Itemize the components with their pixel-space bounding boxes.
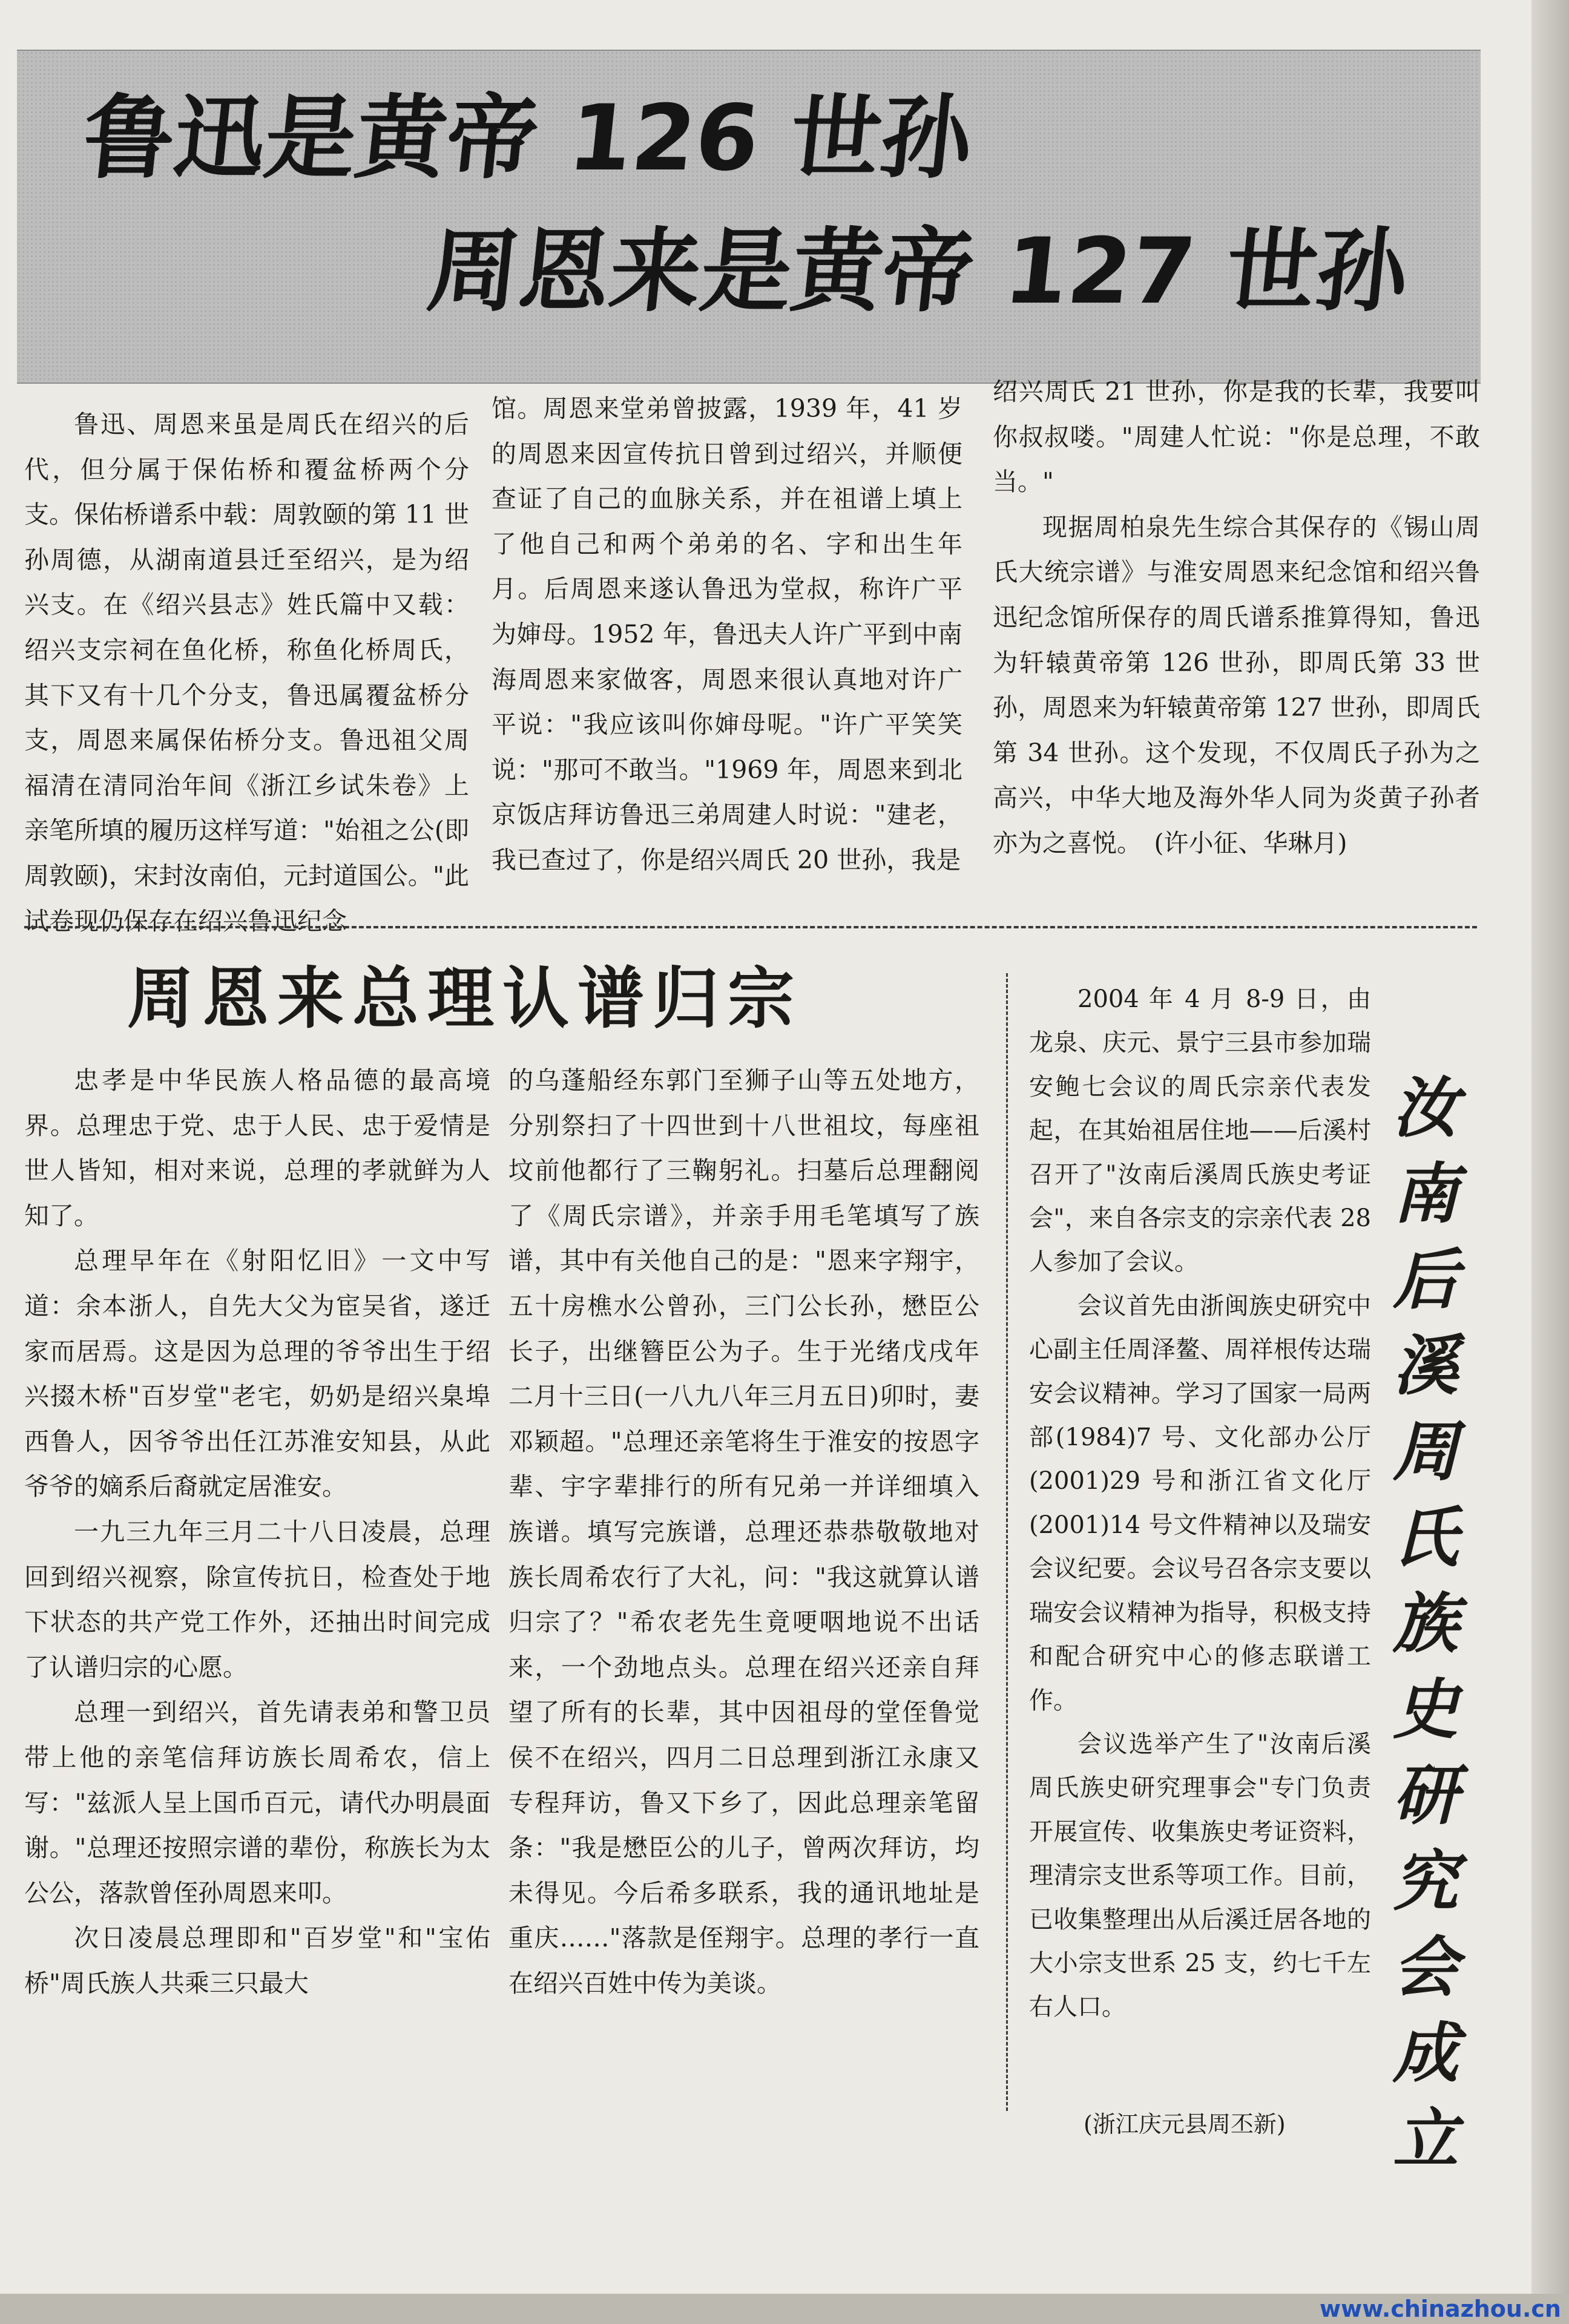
headline-line-1: 鲁迅是黄帝 126 世孙 — [77, 86, 978, 191]
article2-col1-paragraph-1: 忠孝是中华民族人格品德的最高境界。总理忠于党、忠于人民、忠于爱情是世人皆知，相对来说，总理的孝就鲜为人知了。 — [24, 1066, 490, 1230]
article2-col1-paragraph-5: 次日凌晨总理即和"百岁堂"和"宝佑桥"周氏族人共乘三只最大 — [24, 1923, 490, 1998]
article1-col3-paragraph-2: 现据周柏泉先生综合其保存的《锡山周氏大统宗谱》与淮安周恩来纪念馆和绍兴鲁迅纪念馆所保存的周氏谱系推算得知，鲁迅为轩辕黄帝第 126 世孙，即周氏第 33 世孙，周恩来为轩辕黄帝第 127 世孙，即周氏第 34 世孙。这个发现，不仅周氏子孙为之高兴，中华大地及海外华人同为炎黄子孙者亦为之喜悦。 (许小征、华琳月) — [993, 512, 1480, 858]
article1-col1-paragraph: 鲁迅、周恩来虽是周氏在绍兴的后代，但分属于保佑桥和覆盆桥两个分支。保佑桥谱系中载：周敦颐的第 11 世孙周德，从湖南道县迁至绍兴，是为绍兴支。在《绍兴县志》姓氏篇中又载：绍兴支宗祠在鱼化桥，称鱼化桥周氏，其下又有十几个分支，鲁迅属覆盆桥分支，周恩来属保佑桥分支。鲁迅祖父周福清在清同治年间《浙江乡试朱卷》上亲笔所填的履历这样写道："始祖之公(即周敦颐)，宋封汝南伯，元封道国公。"此试卷现仍保存在绍兴鲁迅纪念 — [24, 410, 469, 936]
headline-banner — [17, 50, 1481, 384]
article1-column-2 — [492, 386, 962, 883]
article2-column-1 — [24, 1058, 490, 2006]
page-edge-right — [1531, 0, 1569, 2324]
article2-col1-paragraph-4: 总理一到绍兴，首先请表弟和警卫员带上他的亲笔信拜访族长周希农，信上写："兹派人呈上国币百元，请代办明晨面谢。"总理还按照宗谱的辈份，称族长为太公公，落款曾侄孙周恩来叩。 — [24, 1698, 490, 1908]
article2-col1-paragraph-3: 一九三九年三月二十八日凌晨，总理回到绍兴视察，除宣传抗日，检查处于地下状态的共产党工作外，还抽出时间完成了认谱归宗的心愿。 — [24, 1517, 490, 1682]
site-watermark: www.chinazhou.cn — [1320, 2296, 1561, 2322]
article1-column-3 — [993, 369, 1480, 866]
article2-title: 周恩来总理认谱归宗 — [127, 959, 803, 1037]
article2-col2-paragraph: 的乌蓬船经东郭门至狮子山等五处地方，分别祭扫了十四世到十八世祖坟，每座祖坟前他都行了三鞠躬礼。扫墓后总理翻阅了《周氏宗谱》，并亲手用毛笔填写了族谱，其中有关他自己的是："恩来字翔宇，五十房樵水公曾孙，三门公长孙，懋臣公长子，出继簪臣公为子。生于光绪戊戌年二月十三日(一八九八年三月五日)卯时，妻邓颖超。"总理还亲笔将生于淮安的按恩字辈、宇字辈排行的所有兄弟一并详细填入族谱。填写完族谱，总理还恭恭敬敬地对族长周希农行了大礼，问："我这就算认谱归宗了？"希农老先生竟哽咽地说不出话来，一个劲地点头。总理在绍兴还亲自拜望了所有的长辈，其中因祖母的堂侄鲁觉侯不在绍兴，四月二日总理到浙江永康又专程拜访，鲁又下乡了，因此总理亲笔留条："我是懋臣公的儿子，曾两次拜访，均未得见。今后希多联系，我的通讯地址是重庆……"落款是侄翔宇。总理的孝行一直在绍兴百姓中传为美谈。 — [508, 1066, 979, 1998]
column-divider — [1006, 973, 1008, 2111]
article1-column-1 — [24, 402, 469, 944]
article3-column — [1029, 977, 1371, 2029]
article3-paragraph-1: 2004 年 4 月 8-9 日，由龙泉、庆元、景宁三县市参加瑞安鲍七会议的周氏宗亲代表发起，在其始祖居住地——后溪村召开了"汝南后溪周氏族史考证会"，来自各宗支的宗亲代表 28 人参加了会议。 — [1029, 985, 1371, 1276]
article2-column-2 — [508, 1058, 979, 2006]
article3-paragraph-3: 会议选举产生了"汝南后溪周氏族史研究理事会"专门负责开展宣传、收集族史考证资料，理清宗支世系等项工作。目前，已收集整理出从后溪迁居各地的大小宗支世系 25 支，约七千左右人口。 — [1029, 1730, 1371, 2021]
article1-col3-paragraph-1: 绍兴周氏 21 世孙，你是我的长辈，我要叫你叔叔喽。"周建人忙说："你是总理，不敢当。" — [993, 377, 1480, 497]
article3-paragraph-2: 会议首先由浙闽族史研究中心副主任周泽鳌、周祥根传达瑞安会议精神。学习了国家一局两部(1984)7 号、文化部办公厅(2001)29 号和浙江省文化厅(2001)14 号文件精神以及瑞安会议纪要。会议号召各宗支要以瑞安会议精神为指导，积极支持和配合研究中心的修志联谱工作。 — [1029, 1292, 1371, 1715]
headline-line-2: 周恩来是黄帝 127 世孙 — [423, 219, 1413, 324]
article3-byline: (浙江庆元县周丕新) — [1084, 2111, 1286, 2138]
article2-col1-paragraph-2: 总理早年在《射阳忆旧》一文中写道：余本浙人，自先大父为宦吴省，遂迁家而居焉。这是因为总理的爷爷出生于绍兴掇木桥"百岁堂"老宅，奶奶是绍兴臬埠西鲁人，因爷爷出任江苏淮安知县，从此爷爷的嫡系后裔就定居淮安。 — [24, 1246, 490, 1502]
article1-col2-paragraph: 馆。周恩来堂弟曾披露，1939 年，41 岁的周恩来因宣传抗日曾到过绍兴，并顺便查证了自己的血脉关系，并在祖谱上填上了他自己和两个弟弟的名、字和出生年月。后周恩来遂认鲁迅为堂叔，称许广平为婶母。1952 年，鲁迅夫人许广平到中南海周恩来家做客，周恩来很认真地对许广平说："我应该叫你婶母呢。"许广平笑笑说："那可不敢当。"1969 年，周恩来到北京饭店拜访鲁迅三弟周建人时说："建老，我已查过了，你是绍兴周氏 20 世孙，我是 — [492, 394, 962, 875]
section-divider — [24, 926, 1477, 928]
article3-vertical-title: 汝南后溪周氏族史研究会成立 — [1392, 1070, 1458, 2178]
